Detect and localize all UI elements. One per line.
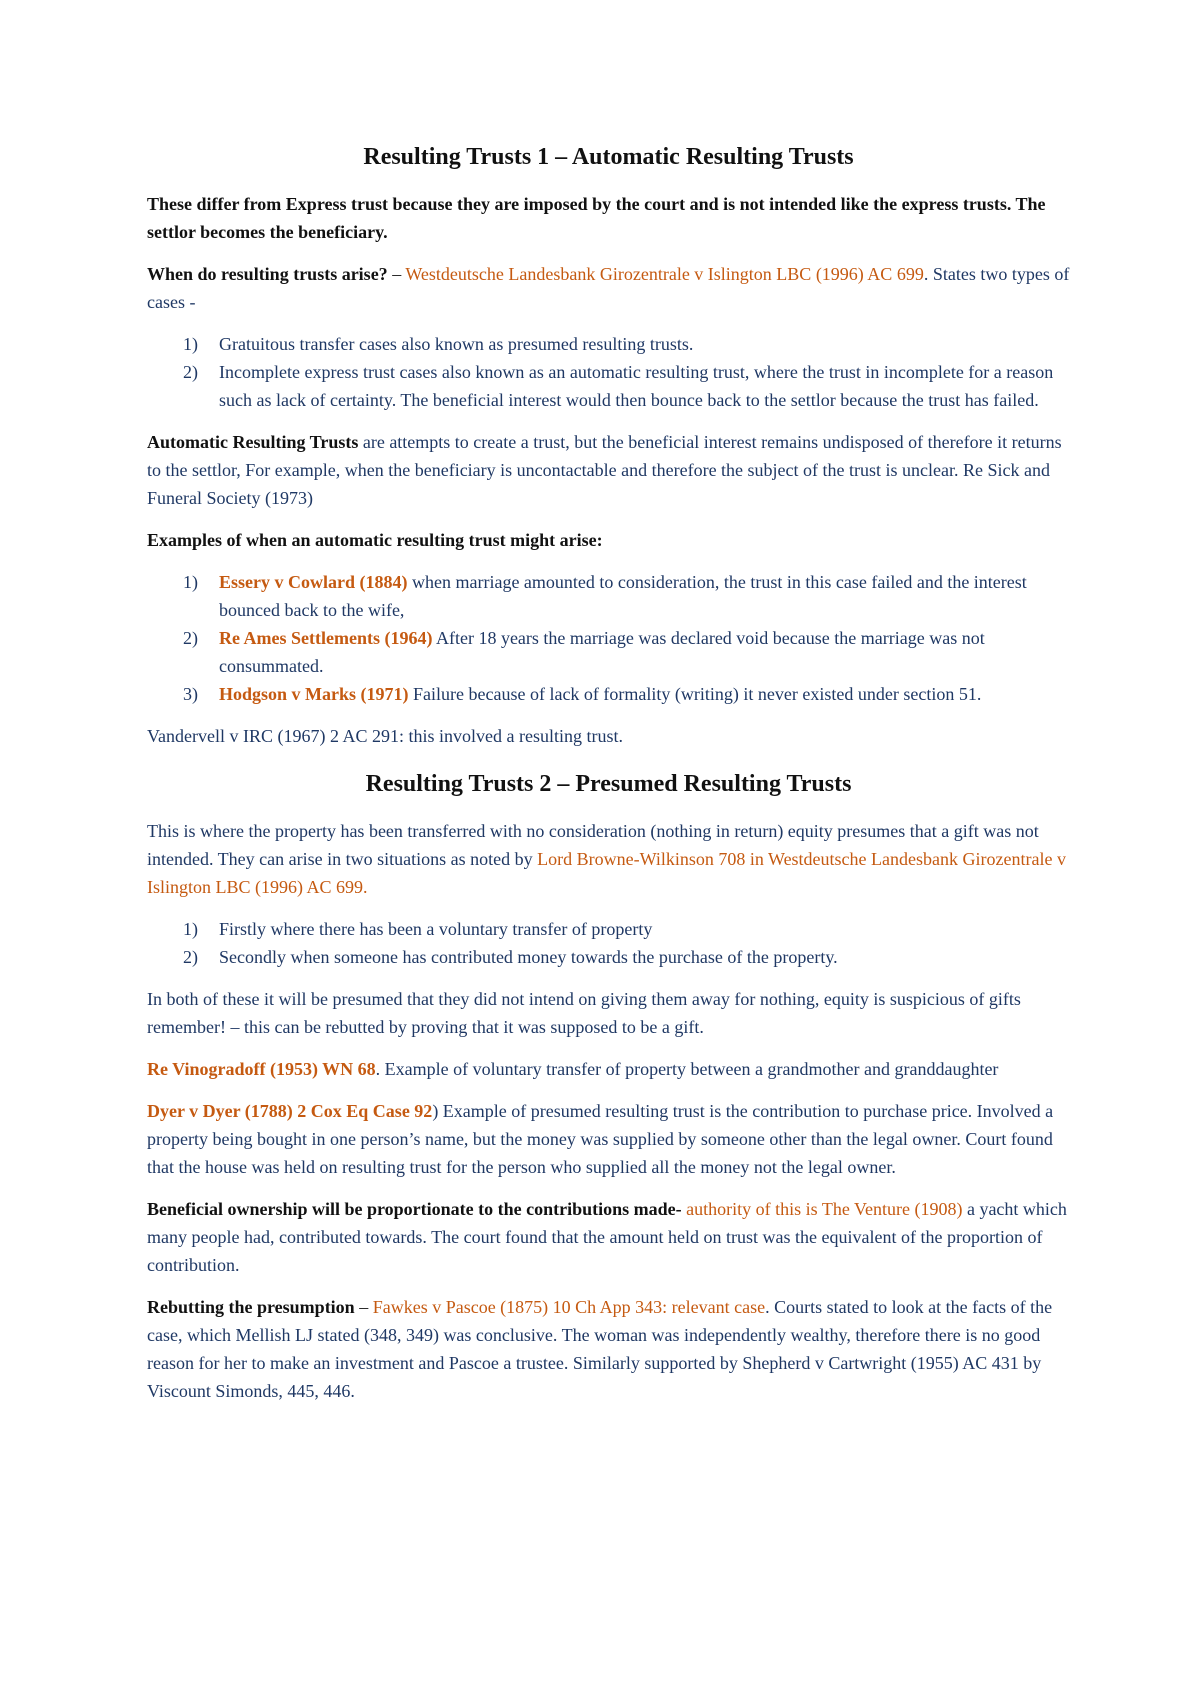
list-text: Secondly when someone has contributed money towards the purchase of the property. (219, 946, 838, 967)
section2-title: Resulting Trusts 2 – Presumed Resulting Trusts (365, 770, 852, 797)
list-item (147, 568, 1070, 624)
list-item (147, 943, 1070, 971)
case-name: Hodgson v Marks (1971) (219, 683, 409, 704)
dyer-case: Dyer v Dyer (1788) 2 Cox Eq Case 92 (147, 1100, 433, 1121)
situations-list (147, 915, 1070, 971)
rebut-label: Rebutting the presumption (147, 1296, 355, 1317)
list-item (147, 358, 1070, 414)
presumed-paragraph: In both of these it will be presumed that they did not intend on giving them away for nothing, equity is suspicious of gifts remember! – this can be rebutted by proving that it was supposed to be a gift. (147, 988, 1021, 1037)
list-number: 1) (183, 918, 198, 939)
when-dash: – (387, 263, 406, 284)
list-number: 2) (183, 361, 198, 382)
list-item (147, 915, 1070, 943)
types-list (147, 330, 1070, 414)
list-item (147, 330, 1070, 358)
list-item (147, 624, 1070, 680)
when-case: Westdeutsche Landesbank Girozentrale v Islington LBC (1996) AC 699 (405, 263, 924, 284)
list-text: when marriage amounted to consideration, the trust in this case failed and the interest bounced back to the wife, (219, 571, 1027, 620)
list-text: Firstly where there has been a voluntary transfer of property (219, 918, 653, 939)
intro-case: Lord Browne-Wilkinson 708 in Westdeutsche Landesbank Girozentrale v Islington LBC (1996) AC 699. (147, 848, 1066, 897)
when-rest: . States two types of cases - (147, 263, 1070, 312)
when-label: When do resulting trusts arise? (147, 263, 388, 284)
case-name: Essery v Cowlard (1884) (219, 571, 408, 592)
list-number: 2) (183, 627, 198, 648)
list-item (147, 680, 1070, 708)
vinogradoff-paragraph (147, 1055, 1070, 1083)
vino-case: Re Vinogradoff (1953) WN 68 (147, 1058, 376, 1079)
art-paragraph (147, 428, 1070, 512)
rebut-case: Fawkes v Pascoe (1875) 10 Ch App 343: relevant case (372, 1296, 766, 1317)
list-text: After 18 years the marriage was declared void because the marriage was not consummated. (219, 627, 985, 676)
rebut-dash: – (354, 1296, 373, 1317)
rebut-text: . Courts stated to look at the facts of the case, which Mellish LJ stated (348, 349) was conclusive. The woman was independently wealthy, therefore there is no good reason for her to make an investment and Pascoe a trustee. Similarly supported by Shepherd v Cartwright (1955) AC 431 by Viscount Simonds, 445, 446. (147, 1296, 1053, 1401)
art-text: are attempts to create a trust, but the beneficial interest remains undisposed of therefore it returns to the settlor, For example, when the beneficiary is uncontactable and therefore the subject of the trust is unclear. Re Sick and Funeral Society (1973) (147, 431, 1062, 508)
examples-heading: Examples of when an automatic resulting trust might arise: (147, 529, 603, 550)
list-number: 2) (183, 946, 198, 967)
examples-list (147, 568, 1070, 708)
list-number: 1) (183, 333, 198, 354)
beneficial-case: authority of this is The Venture (1908) (681, 1198, 963, 1219)
beneficial-label: Beneficial ownership will be proportionate to the contributions made- (147, 1198, 682, 1219)
list-text: Gratuitous transfer cases also known as presumed resulting trusts. (219, 333, 694, 354)
list-text: Failure because of lack of formality (writing) it never existed under section 51. (408, 683, 982, 704)
vandervell-paragraph: Vandervell v IRC (1967) 2 AC 291: this involved a resulting trust. (147, 725, 623, 746)
section2-intro (147, 817, 1070, 901)
when-paragraph (147, 260, 1070, 316)
rebut-paragraph (147, 1293, 1070, 1405)
list-number: 3) (183, 683, 198, 704)
section1-title: Resulting Trusts 1 – Automatic Resulting Trusts (363, 144, 854, 170)
beneficial-text: a yacht which many people had, contributed towards. The court found that the amount held on trust was the equivalent of the proportion of contribution. (147, 1198, 1067, 1275)
section1-intro: These differ from Express trust because they are imposed by the court and is not intended like the express trusts. The settlor becomes the beneficiary. (147, 193, 1046, 242)
list-text: Incomplete express trust cases also known as an automatic resulting trust, where the trust in incomplete for a reason such as lack of certainty. The beneficial interest would then bounce back to the settlor because the trust has failed. (219, 361, 1054, 410)
beneficial-paragraph (147, 1195, 1070, 1279)
vino-text: . Example of voluntary transfer of property between a grandmother and granddaughter (375, 1058, 999, 1079)
intro-text: This is where the property has been transferred with no consideration (nothing in return) equity presumes that a gift was not intended. They can arise in two situations as noted by (147, 820, 1039, 869)
art-label: Automatic Resulting Trusts (147, 431, 359, 452)
dyer-text: ) Example of presumed resulting trust is the contribution to purchase price. Involved a property being bought in one person’s name, but the money was supplied by someone other than the legal owner. Court found that the house was held on resulting trust for the person who supplied all the money not the legal owner. (147, 1100, 1054, 1177)
list-number: 1) (183, 571, 198, 592)
dyer-paragraph (147, 1097, 1070, 1181)
case-name: Re Ames Settlements (1964) (219, 627, 433, 648)
